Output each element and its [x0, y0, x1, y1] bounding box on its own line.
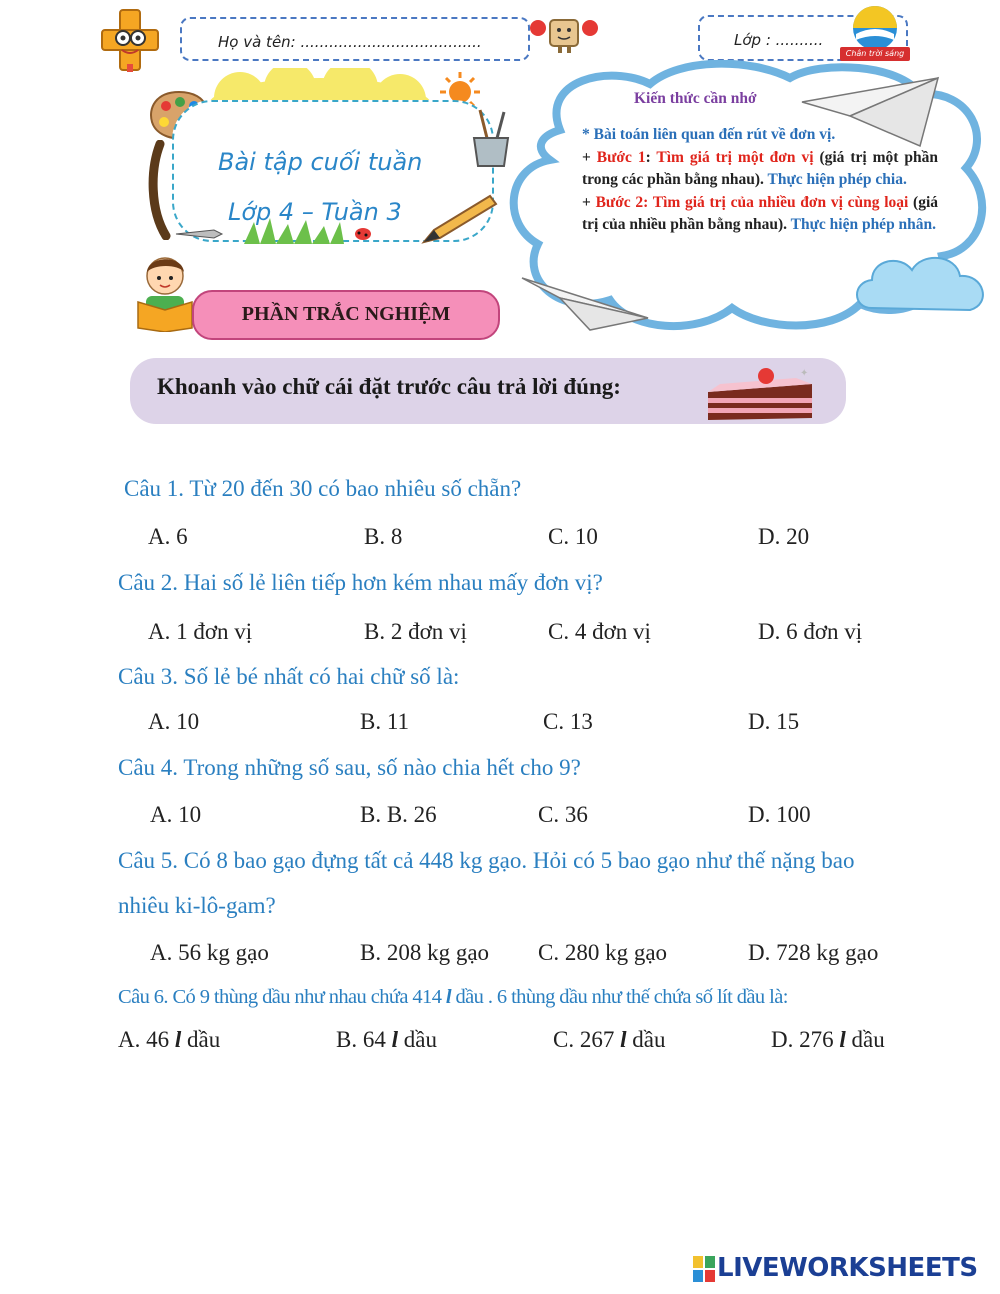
q2-option-b[interactable]: B. 2 đơn vị — [364, 619, 467, 644]
q2-option-c[interactable]: C. 4 đơn vị — [548, 619, 651, 644]
q1-option-d[interactable]: D. 20 — [758, 524, 810, 549]
cake-icon — [700, 364, 820, 422]
knowledge-heading: Kiến thức cần nhớ — [634, 90, 757, 107]
q3-option-d[interactable]: D. 15 — [748, 709, 800, 734]
section-badge — [192, 290, 500, 340]
q3-option-c[interactable]: C. 13 — [543, 709, 593, 734]
q4-option-d[interactable]: D. 100 — [748, 802, 811, 827]
svg-text:✦: ✦ — [800, 368, 809, 379]
knowledge-step2: + Bước 2: Tìm giá trị của nhiều đơn vị cùng loại (giá trị của nhiều phần bằng nhau). Thực hiện phép nhân. — [582, 193, 939, 233]
q2-option-a[interactable]: A. 1 đơn vị — [148, 619, 253, 644]
sun-book-logo-icon — [840, 4, 910, 48]
question-1: Câu 1. Từ 20 đến 30 có bao nhiêu số chẵn? — [124, 476, 522, 501]
grass-decoration — [244, 214, 344, 244]
logo-text: Chân trời sáng — [840, 47, 910, 61]
q5-option-b[interactable]: B. 208 kg gạo — [360, 940, 490, 965]
pencil-icon — [420, 190, 500, 246]
q4-option-c[interactable]: C. 36 — [538, 802, 588, 827]
publisher-logo — [840, 4, 910, 62]
knowledge-step1: + Bước 1: Tìm giá trị một đơn vị (giá trị một phần trong các phần bằng nhau). Thực hiện phép chia. — [582, 148, 939, 188]
instruction-banner — [130, 358, 846, 424]
question-3: Câu 3. Số lẻ bé nhất có hai chữ số là: — [118, 664, 460, 689]
q6-option-a[interactable]: A. 46 l dầu — [118, 1027, 221, 1052]
q6-option-b[interactable]: B. 64 l dầu — [336, 1027, 437, 1052]
title-line-2: Lớp 4 – Tuần 3 — [228, 198, 402, 226]
q1-option-c[interactable]: C. 10 — [548, 524, 598, 549]
boxing-mascot-icon — [528, 14, 600, 54]
question-4: Câu 4. Trong những số sau, số nào chia hết cho 9? — [118, 755, 581, 780]
q3-option-a[interactable]: A. 10 — [148, 709, 200, 734]
question-2: Câu 2. Hai số lẻ liên tiếp hơn kém nhau mấy đơn vị? — [118, 570, 603, 595]
boy-reading-icon — [134, 250, 196, 332]
q6-option-c[interactable]: C. 267 l dầu — [553, 1027, 666, 1052]
q1-option-a[interactable]: A. 6 — [148, 524, 188, 549]
brush-tip-decoration — [174, 224, 224, 244]
knowledge-intro: * Bài toán liên quan đến rút về đơn vị. — [582, 126, 836, 143]
question-6: Câu 6. Có 9 thùng dầu như nhau chứa 414 l dầu . 6 thùng dầu như thế chứa số lít dầu là: — [118, 986, 788, 1008]
q4-option-b[interactable]: B. B. 26 — [360, 802, 437, 827]
question-5-line-2: nhiêu ki-lô-gam? — [118, 893, 276, 918]
section-badge-label: PHẦN TRẮC NGHIỆM — [241, 303, 451, 325]
question-5-line-1: Câu 5. Có 8 bao gạo đựng tất cả 448 kg gạo. Hỏi có 5 bao gạo như thế nặng bao — [118, 848, 855, 873]
q2-option-d[interactable]: D. 6 đơn vị — [758, 619, 863, 644]
class-label: Lớp : .......... — [734, 31, 824, 49]
q5-option-d[interactable]: D. 728 kg gạo — [748, 940, 879, 965]
q6-option-d[interactable]: D. 276 l dầu — [771, 1027, 885, 1052]
title-line-1: Bài tập cuối tuần — [218, 148, 423, 176]
ladybug-icon — [354, 226, 372, 240]
q5-option-a[interactable]: A. 56 kg gạo — [150, 940, 269, 965]
q5-option-c[interactable]: C. 280 kg gạo — [538, 940, 668, 965]
paper-plane-small-icon — [520, 268, 650, 334]
name-label: Họ và tên: ...................................... — [218, 33, 482, 51]
name-field[interactable] — [180, 17, 530, 61]
pencil-mascot-icon — [98, 8, 162, 72]
instruction-text: Khoanh vào chữ cái đặt trước câu trả lời đúng: — [157, 374, 621, 399]
liveworksheets-logo-icon — [693, 1256, 715, 1282]
q3-option-b[interactable]: B. 11 — [360, 709, 409, 734]
footer-brand[interactable]: LIVEWORKSHEETS — [717, 1253, 978, 1283]
q4-option-a[interactable]: A. 10 — [150, 802, 202, 827]
q1-option-b[interactable]: B. 8 — [364, 524, 403, 549]
blue-cloud-decoration — [852, 248, 992, 320]
knowledge-body — [582, 124, 938, 237]
